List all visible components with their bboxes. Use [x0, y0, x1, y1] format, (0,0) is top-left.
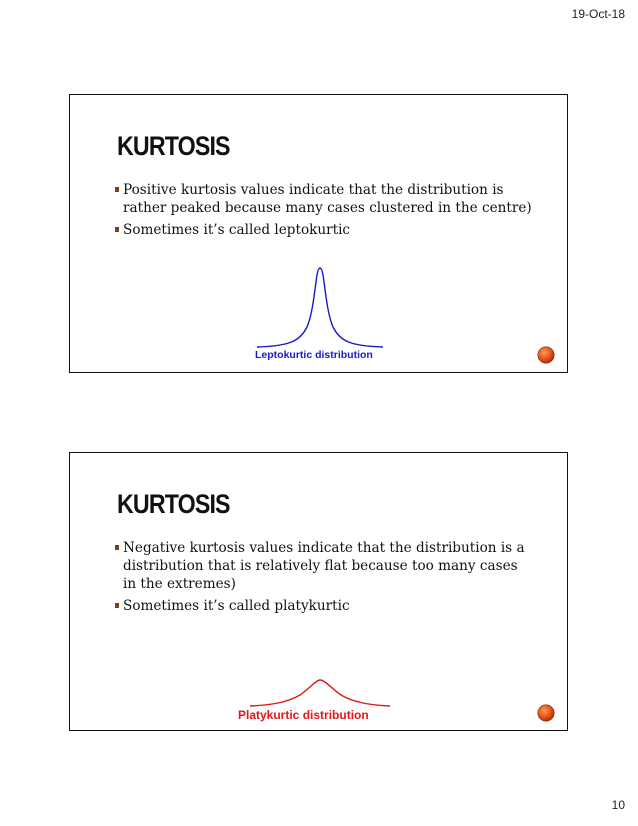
platykurtic-curve — [248, 677, 393, 709]
leptokurtic-label: Leptokurtic distribution — [255, 349, 373, 361]
bullet-item: Sometimes it’s called leptokurtic — [115, 221, 535, 239]
bullet-list — [115, 539, 535, 619]
bullet-item: Sometimes it’s called platykurtic — [115, 597, 535, 615]
bullet-item: Negative kurtosis values indicate that the distribution is a distribution that is relatively flat because too many cases in the extremes) — [115, 539, 535, 593]
bullet-item: Positive kurtosis values indicate that the distribution is rather peaked because many cases clustered in the centre) — [115, 181, 535, 217]
slide-title: KURTOSIS — [117, 131, 230, 161]
slide-corner-circle-icon — [537, 704, 555, 722]
slide-title: KURTOSIS — [117, 489, 230, 519]
platykurtic-label: Platykurtic distribution — [238, 708, 369, 722]
page-number: 10 — [611, 798, 625, 812]
header-date: 19-Oct-18 — [571, 7, 625, 21]
leptokurtic-curve — [255, 267, 395, 351]
slide-corner-circle-icon — [537, 346, 555, 364]
bullet-list — [115, 181, 535, 243]
slide-platykurtic — [69, 452, 568, 731]
slide-leptokurtic — [69, 94, 568, 373]
